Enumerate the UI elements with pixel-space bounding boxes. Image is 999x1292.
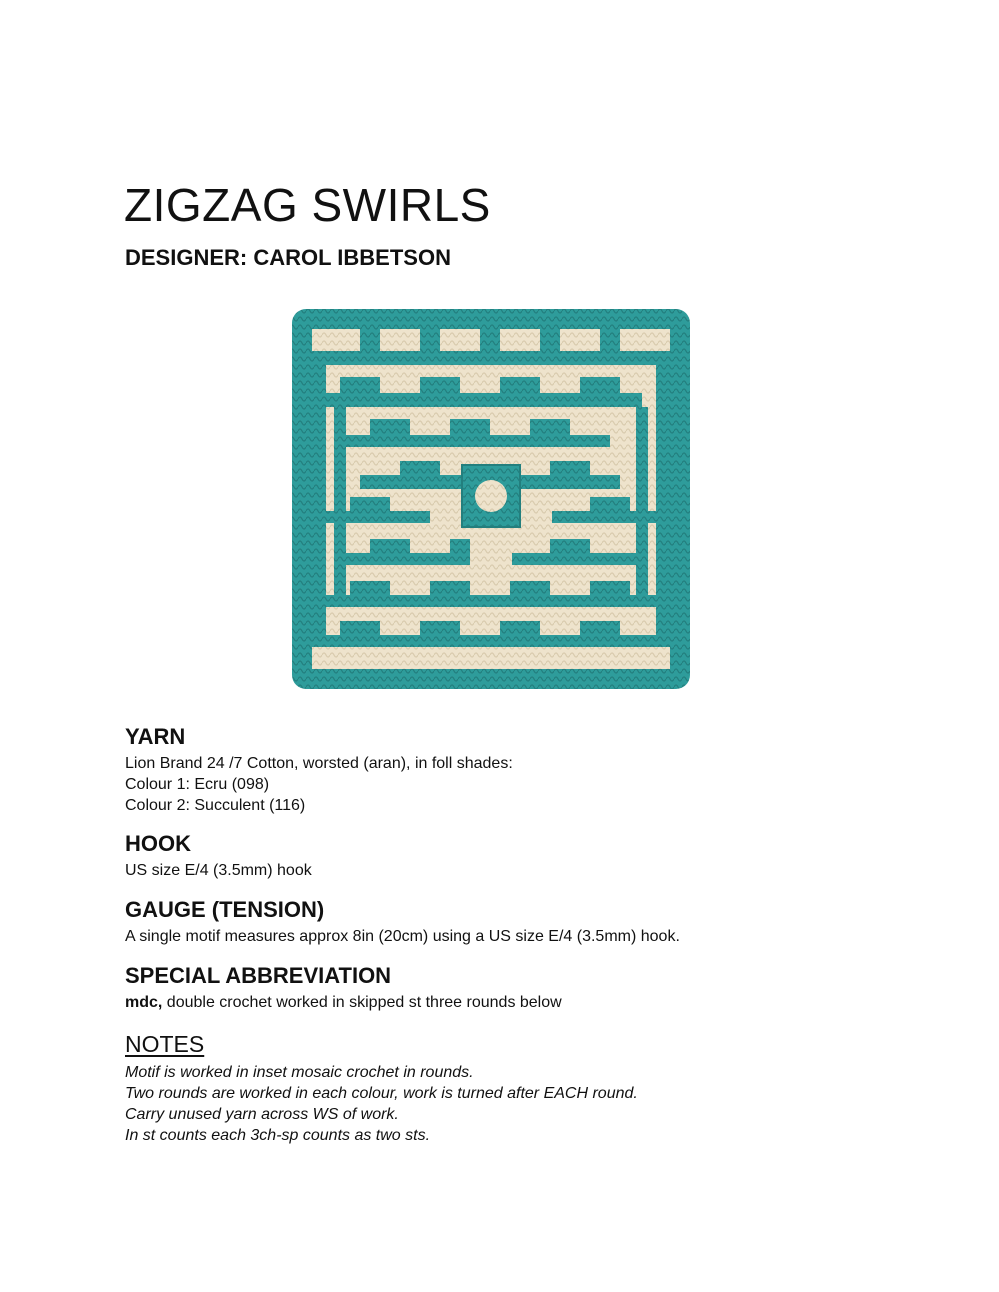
yarn-line: Colour 1: Ecru (098) (125, 776, 270, 793)
abbreviation-section (125, 963, 905, 1013)
yarn-section (125, 724, 905, 816)
motif-center-dot (475, 480, 507, 512)
notes-heading: NOTES (125, 1031, 205, 1057)
notes-line: In st counts each 3ch-sp counts as two sts. (125, 1127, 431, 1144)
gauge-section (125, 897, 905, 947)
pattern-title: ZIGZAG SWIRLS (124, 179, 491, 231)
abbreviation-line (125, 992, 905, 1013)
notes-line: Motif is worked in inset mosaic crochet in rounds. (125, 1064, 474, 1081)
notes-line: Carry unused yarn across WS of work. (125, 1106, 399, 1123)
crochet-square-photo (290, 307, 692, 691)
yarn-line: Lion Brand 24 /7 Cotton, worsted (aran), in foll shades: (125, 755, 513, 772)
abbreviation-definition: double crochet worked in skipped st three rounds below (162, 994, 562, 1011)
hook-line: US size E/4 (3.5mm) hook (125, 862, 312, 879)
notes-line: Two rounds are worked in each colour, work is turned after EACH round. (125, 1085, 638, 1102)
hook-section (125, 831, 905, 881)
gauge-heading: GAUGE (TENSION) (125, 897, 325, 922)
notes-section (125, 1031, 905, 1146)
designer-credit: DESIGNER: CAROL IBBETSON (125, 245, 451, 270)
abbreviation-term: mdc, (125, 994, 163, 1011)
gauge-line: A single motif measures approx 8in (20cm) using a US size E/4 (3.5mm) hook. (125, 928, 680, 945)
yarn-heading: YARN (125, 724, 186, 749)
abbreviation-heading: SPECIAL ABBREVIATION (125, 963, 392, 988)
hook-heading: HOOK (125, 831, 191, 856)
yarn-line: Colour 2: Succulent (116) (125, 797, 306, 814)
